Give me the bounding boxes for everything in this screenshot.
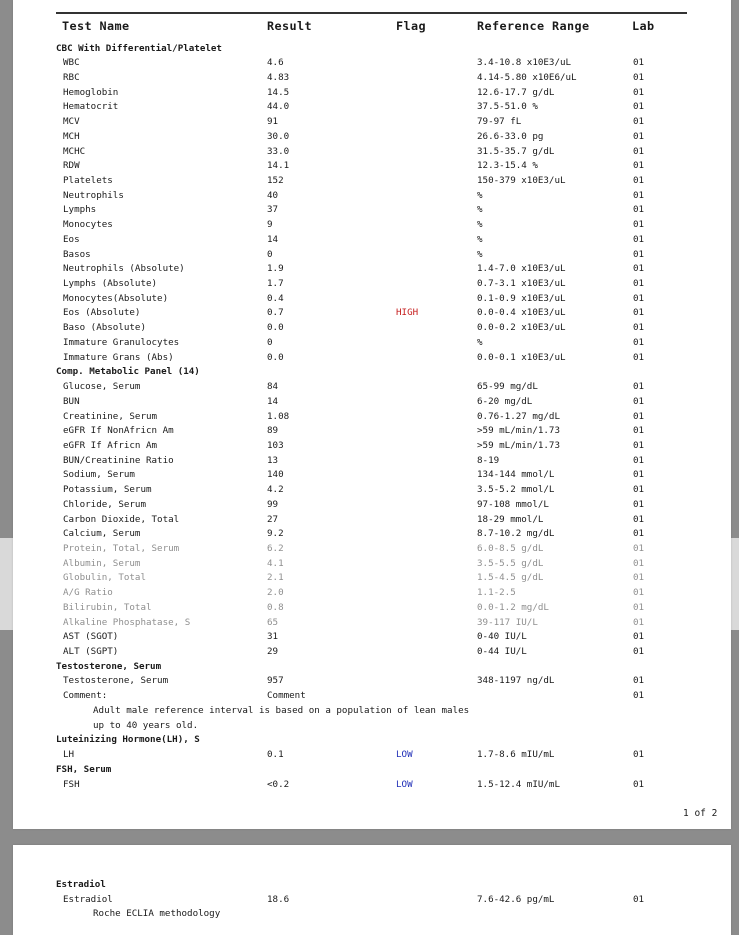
result-value: 33.0: [267, 145, 290, 157]
comment-text: Roche ECLIA methodology: [93, 908, 221, 919]
result-value: 14.5: [267, 86, 290, 98]
result-value: <0.2: [267, 778, 290, 790]
table-row: [13, 395, 731, 409]
table-row: [13, 410, 731, 424]
test-name: WBC: [63, 57, 80, 69]
test-name: Hemoglobin: [63, 86, 119, 98]
reference-range: 1.7-8.6 mIU/mL: [477, 749, 555, 761]
test-name: Albumin, Serum: [63, 557, 141, 569]
result-value: 84: [267, 381, 279, 393]
result-value: 4.83: [267, 71, 290, 83]
reference-range: 3.5-5.5 g/dL: [477, 557, 544, 569]
test-name: Comment:: [63, 690, 108, 702]
result-value: 91: [267, 116, 279, 128]
lab-code: 01: [633, 71, 645, 83]
result-value: 65: [267, 616, 279, 628]
test-name: Lymphs: [63, 204, 97, 216]
table-row: [13, 159, 731, 173]
lab-code: 01: [633, 336, 645, 348]
flag: LOW: [396, 749, 413, 761]
lab-code: 01: [633, 439, 645, 451]
result-value: 9: [267, 219, 273, 231]
result-value: 4.6: [267, 57, 284, 69]
table-row: [13, 571, 731, 585]
comment-text: up to 40 years old.: [93, 719, 199, 731]
result-value: 140: [267, 469, 284, 481]
table-row: [13, 145, 731, 159]
result-value: 2.0: [267, 587, 284, 599]
reference-range: %: [477, 189, 483, 201]
result-value: 89: [267, 425, 279, 437]
lab-code: 01: [633, 498, 645, 510]
section-title: FSH, Serum: [56, 763, 112, 775]
lab-code: 01: [633, 86, 645, 98]
table-row: [13, 56, 731, 70]
result-value: 103: [267, 439, 284, 451]
flag: HIGH: [396, 307, 419, 319]
reference-range: 37.5-51.0 %: [477, 101, 538, 113]
lab-code: 01: [633, 425, 645, 437]
table-row: [13, 778, 731, 792]
test-name: Estradiol: [63, 893, 113, 905]
result-value: 44.0: [267, 101, 290, 113]
table-row: [13, 336, 731, 350]
reference-range: 12.3-15.4 %: [477, 160, 538, 172]
reference-range: 6-20 mg/dL: [477, 395, 533, 407]
result-value: 0.4: [267, 292, 284, 304]
reference-range: 0.0-1.2 mg/dL: [477, 601, 549, 613]
test-name: Alkaline Phosphatase, S: [63, 616, 191, 628]
lab-code: 01: [633, 587, 645, 599]
lab-code: 01: [633, 528, 645, 540]
result-value: 1.9: [267, 263, 284, 275]
lab-code: 01: [633, 469, 645, 481]
section-title: Luteinizing Hormone(LH), S: [56, 734, 200, 746]
result-value: 13: [267, 454, 279, 466]
reference-range: 26.6-33.0 pg: [477, 130, 544, 142]
reference-range: 65-99 mg/dL: [477, 381, 538, 393]
result-value: Comment: [267, 690, 306, 702]
test-name: Monocytes: [63, 219, 113, 231]
table-row: [13, 513, 731, 527]
lab-code: 01: [633, 542, 645, 554]
test-name: RDW: [63, 160, 80, 172]
result-value: 6.2: [267, 542, 284, 554]
reference-range: 0.0-0.2 x10E3/uL: [477, 322, 566, 334]
reference-range: 1.1-2.5: [477, 587, 516, 599]
reference-range: 39-117 IU/L: [477, 616, 538, 628]
header-reference-range: Reference Range: [477, 19, 590, 33]
test-name: eGFR If Africn Am: [63, 439, 158, 451]
section-header-comp-metabolic-panel-14: [13, 365, 731, 379]
table-row: [13, 674, 731, 688]
reference-range: 1.5-12.4 mIU/mL: [477, 778, 560, 790]
lab-code: 01: [633, 219, 645, 231]
lab-code: 01: [633, 513, 645, 525]
reference-range: 0.7-3.1 x10E3/uL: [477, 278, 566, 290]
table-row: [13, 616, 731, 630]
table-row: [13, 115, 731, 129]
test-name: Calcium, Serum: [63, 528, 141, 540]
lab-code: 01: [633, 233, 645, 245]
table-row: [13, 586, 731, 600]
test-name: Neutrophils (Absolute): [63, 263, 185, 275]
test-name: Basos: [63, 248, 91, 260]
result-value: 1.08: [267, 410, 290, 422]
reference-range: 0.1-0.9 x10E3/uL: [477, 292, 566, 304]
section-header-cbc-with-differential-platelet: [13, 42, 731, 56]
lab-code: 01: [633, 204, 645, 216]
table-row: [13, 380, 731, 394]
test-name: Carbon Dioxide, Total: [63, 513, 180, 525]
table-row: [13, 483, 731, 497]
lab-code: 01: [633, 675, 645, 687]
result-value: 4.1: [267, 557, 284, 569]
test-name: Testosterone, Serum: [63, 675, 169, 687]
test-name: ALT (SGPT): [63, 646, 119, 658]
table-row: [13, 424, 731, 438]
lab-code: 01: [633, 292, 645, 304]
lab-code: 01: [633, 307, 645, 319]
table-row: [13, 893, 731, 907]
reference-range: 134-144 mmol/L: [477, 469, 555, 481]
lab-code: 01: [633, 322, 645, 334]
table-row: [13, 645, 731, 659]
header-rule: [56, 12, 687, 14]
result-value: 14: [267, 233, 279, 245]
result-value: 0.0: [267, 351, 284, 363]
reference-range: 3.4-10.8 x10E3/uL: [477, 57, 572, 69]
result-value: 18.6: [267, 893, 290, 905]
section-title: Comp. Metabolic Panel (14): [56, 366, 200, 378]
table-row: [13, 542, 731, 556]
report-page-1: [13, 0, 731, 829]
test-name: Baso (Absolute): [63, 322, 146, 334]
table-row: [13, 321, 731, 335]
lab-code: 01: [633, 57, 645, 69]
test-name: Potassium, Serum: [63, 484, 152, 496]
table-row: [13, 292, 731, 306]
lab-code: 01: [633, 616, 645, 628]
table-row: [13, 468, 731, 482]
table-row: [13, 277, 731, 291]
table-row: [13, 306, 731, 320]
result-value: 14: [267, 395, 279, 407]
test-name: Monocytes(Absolute): [63, 292, 169, 304]
reference-range: 0.0-0.4 x10E3/uL: [477, 307, 566, 319]
lab-code: 01: [633, 381, 645, 393]
result-value: 0: [267, 336, 273, 348]
reference-range: 97-108 mmol/L: [477, 498, 549, 510]
lab-code: 01: [633, 572, 645, 584]
reference-range: %: [477, 248, 483, 260]
reference-range: 18-29 mmol/L: [477, 513, 544, 525]
lab-code: 01: [633, 263, 645, 275]
table-row: [13, 527, 731, 541]
test-name: Lymphs (Absolute): [63, 278, 158, 290]
page-number: 1 of 2: [683, 808, 718, 819]
table-row: [13, 86, 731, 100]
reference-range: 79-97 fL: [477, 116, 522, 128]
reference-range: 12.6-17.7 g/dL: [477, 86, 555, 98]
reference-range: 8.7-10.2 mg/dL: [477, 528, 555, 540]
table-row: [13, 233, 731, 247]
reference-range: 348-1197 ng/dL: [477, 675, 555, 687]
test-name: MCH: [63, 130, 80, 142]
lab-code: 01: [633, 778, 645, 790]
reference-range: %: [477, 219, 483, 231]
table-row: [13, 351, 731, 365]
result-value: 9.2: [267, 528, 284, 540]
reference-range: 150-379 x10E3/uL: [477, 174, 566, 186]
table-row: [13, 248, 731, 262]
test-name: Bilirubin, Total: [63, 601, 152, 613]
test-name: BUN/Creatinine Ratio: [63, 454, 174, 466]
header-lab: Lab: [632, 19, 655, 33]
lab-code: 01: [633, 631, 645, 643]
test-name: BUN: [63, 395, 80, 407]
reference-range: 0-44 IU/L: [477, 646, 527, 658]
section-header-testosterone-serum: [13, 660, 731, 674]
table-row: [13, 218, 731, 232]
table-row: [13, 262, 731, 276]
header-result: Result: [267, 19, 313, 33]
lab-code: 01: [633, 160, 645, 172]
reference-range: 0.0-0.1 x10E3/uL: [477, 351, 566, 363]
table-row: [13, 71, 731, 85]
lab-code: 01: [633, 248, 645, 260]
result-value: 0.1: [267, 749, 284, 761]
reference-range: 0-40 IU/L: [477, 631, 527, 643]
result-value: 30.0: [267, 130, 290, 142]
result-value: 40: [267, 189, 279, 201]
result-value: 957: [267, 675, 284, 687]
test-name: Chloride, Serum: [63, 498, 146, 510]
result-value: 1.7: [267, 278, 284, 290]
lab-code: 01: [633, 410, 645, 422]
test-name: AST (SGOT): [63, 631, 119, 643]
test-name: Immature Grans (Abs): [63, 351, 174, 363]
lab-code: 01: [633, 601, 645, 613]
test-name: A/G Ratio: [63, 587, 113, 599]
comment-line: [13, 704, 731, 718]
lab-code: 01: [633, 690, 645, 702]
table-row: [13, 439, 731, 453]
reference-range: %: [477, 233, 483, 245]
reference-range: 8-19: [477, 454, 500, 466]
result-value: 2.1: [267, 572, 284, 584]
result-value: 99: [267, 498, 279, 510]
test-name: Hematocrit: [63, 101, 119, 113]
reference-range: 4.14-5.80 x10E6/uL: [477, 71, 577, 83]
lab-code: 01: [633, 189, 645, 201]
section-title: Testosterone, Serum: [56, 660, 162, 672]
reference-range: 0.76-1.27 mg/dL: [477, 410, 560, 422]
section-header-estradiol: [13, 878, 731, 892]
table-row: [13, 498, 731, 512]
test-name: Platelets: [63, 174, 113, 186]
comment-text: Adult male reference interval is based on a population of lean males: [93, 704, 470, 716]
lab-code: 01: [633, 130, 645, 142]
lab-code: 01: [633, 278, 645, 290]
lab-code: 01: [633, 174, 645, 186]
table-row: [13, 130, 731, 144]
result-value: 4.2: [267, 484, 284, 496]
test-name: Protein, Total, Serum: [63, 542, 180, 554]
result-value: 0.7: [267, 307, 284, 319]
test-name: FSH: [63, 778, 80, 790]
result-value: 0.0: [267, 322, 284, 334]
reference-range: 1.5-4.5 g/dL: [477, 572, 544, 584]
comment-line: [13, 719, 731, 733]
table-row: [13, 454, 731, 468]
section-title: Estradiol: [56, 879, 106, 890]
table-row: [13, 100, 731, 114]
reference-range: 3.5-5.2 mmol/L: [477, 484, 555, 496]
lab-code: 01: [633, 454, 645, 466]
result-value: 27: [267, 513, 279, 525]
table-row: [13, 689, 731, 703]
table-row: [13, 174, 731, 188]
section-title: CBC With Differential/Platelet: [56, 42, 222, 54]
test-name: Sodium, Serum: [63, 469, 135, 481]
reference-range: >59 mL/min/1.73: [477, 425, 560, 437]
result-value: 31: [267, 631, 279, 643]
reference-range: 6.0-8.5 g/dL: [477, 542, 544, 554]
test-name: LH: [63, 749, 75, 761]
result-value: 14.1: [267, 160, 290, 172]
test-name: Creatinine, Serum: [63, 410, 158, 422]
reference-range: >59 mL/min/1.73: [477, 439, 560, 451]
lab-code: 01: [633, 145, 645, 157]
table-row: [13, 630, 731, 644]
result-value: 37: [267, 204, 279, 216]
test-name: Neutrophils: [63, 189, 124, 201]
reference-range: 7.6-42.6 pg/mL: [477, 893, 555, 905]
lab-code: 01: [633, 484, 645, 496]
test-name: MCHC: [63, 145, 86, 157]
table-row: [13, 557, 731, 571]
lab-code: 01: [633, 893, 645, 905]
result-value: 0.8: [267, 601, 284, 613]
test-name: RBC: [63, 71, 80, 83]
lab-code: 01: [633, 116, 645, 128]
result-value: 152: [267, 174, 284, 186]
test-name: eGFR If NonAfricn Am: [63, 425, 174, 437]
flag: LOW: [396, 778, 413, 790]
reference-range: %: [477, 336, 483, 348]
lab-code: 01: [633, 101, 645, 113]
test-name: Immature Granulocytes: [63, 336, 180, 348]
lab-code: 01: [633, 557, 645, 569]
test-name: MCV: [63, 116, 80, 128]
test-name: Globulin, Total: [63, 572, 146, 584]
section-header-fsh-serum: [13, 763, 731, 777]
lab-code: 01: [633, 749, 645, 761]
reference-range: 1.4-7.0 x10E3/uL: [477, 263, 566, 275]
table-row: [13, 203, 731, 217]
header-test-name: Test Name: [62, 19, 130, 33]
lab-code: 01: [633, 351, 645, 363]
result-value: 0: [267, 248, 273, 260]
table-row: [13, 601, 731, 615]
reference-range: 31.5-35.7 g/dL: [477, 145, 555, 157]
table-row: [13, 748, 731, 762]
header-flag: Flag: [396, 19, 427, 33]
table-row: [13, 189, 731, 203]
report-page-2: [13, 845, 731, 935]
test-name: Glucose, Serum: [63, 381, 141, 393]
test-name: Eos: [63, 233, 80, 245]
lab-code: 01: [633, 395, 645, 407]
lab-code: 01: [633, 646, 645, 658]
result-value: 29: [267, 646, 279, 658]
test-name: Eos (Absolute): [63, 307, 141, 319]
reference-range: %: [477, 204, 483, 216]
section-header-luteinizing-hormone-lh-s: [13, 733, 731, 747]
